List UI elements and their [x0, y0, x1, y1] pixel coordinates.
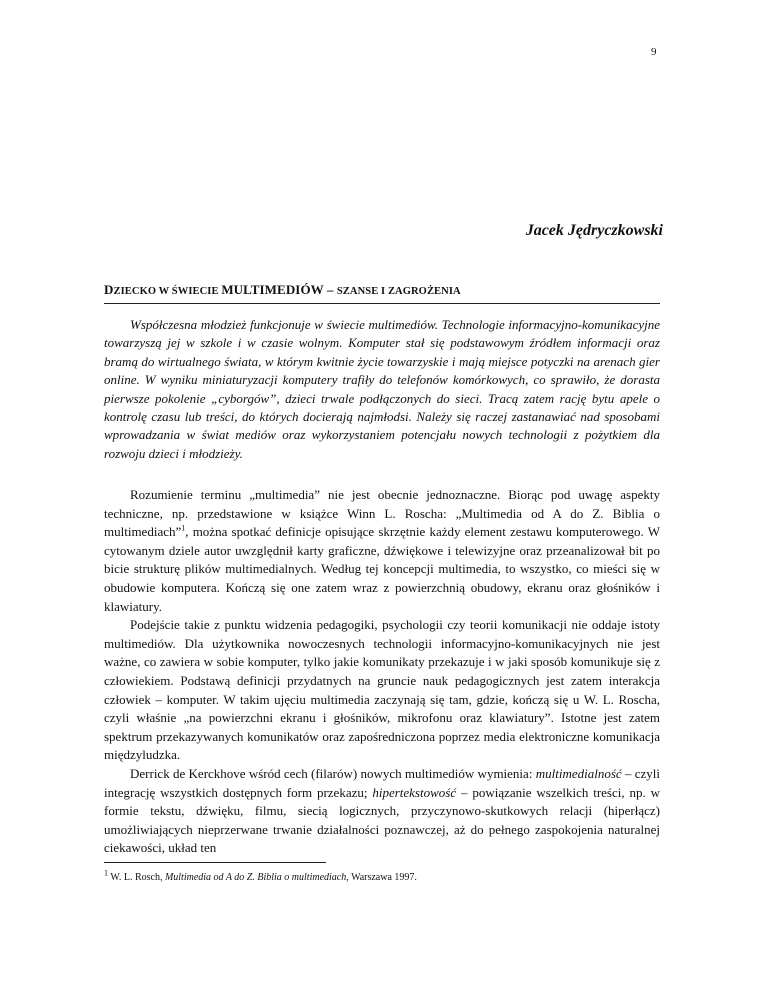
- paragraph: [104, 765, 660, 858]
- footnote-book: Multimedia od A do Z. Biblia o multimediach: [164, 872, 347, 883]
- title-part: SZANSE I ZAGROŻENIA: [336, 286, 461, 297]
- footnote-text: , Warszawa 1997.: [346, 872, 417, 883]
- paragraph: Podejście takie z punktu widzenia pedagogiki, psychologii czy teorii komunikacji nie oddaje istoty multimediów. Dla użytkownika nowoczesnych technologii informacyjno-komunikacyjnych nie jest ważne, co zawiera w sobie komputer, tylko jakie komunikaty przekazuje i w jaki sposób komunikuje się z człowiekiem. Podstawą definicji przydatnych na gruncie nauk pedagogicznych jest zatem interakcja człowiek – komputer. W takim ujęciu multimedia zaczynają się tam, gdzie, kończą się u W. L. Roscha, czyli właśnie „na powierzchni ekranu i głośników, mikrofonu oraz klawiatury”. Istotne jest zatem spektrum przekazywanych komunikatów oraz zapośredniczona poprzez media elektroniczne komunikacja międzyludzka.: [104, 617, 660, 763]
- body-text: [104, 486, 660, 858]
- footnote-mark: 1: [104, 868, 108, 878]
- paragraph-text: Derrick de Kerckhove wśród cech (filarów) nowych multimediów wymienia:: [130, 765, 536, 781]
- paragraph-text: – powiązanie wszelkich treści, np. w formie tekstu, dźwięku, filmu, siecią logicznych, przyczynowo-skutkowych relacji (hiperłącz) umożliwiających nieprzerwane trwanie działalności poznawczej, aż do pełnego zaspokojenia naturalnej ciekawości, układ ten: [104, 784, 660, 856]
- term: multimedialność: [535, 765, 622, 781]
- footnote: [104, 868, 417, 883]
- footnote-divider: [104, 862, 326, 863]
- abstract: Współczesna młodzież funkcjonuje w świecie multimediów. Technologie informacyjno-komunikacyjne towarzyszą jej w szkole i w czasie wolnym. Komputer stał się podstawowym źródłem informacji oraz bramą do wirtualnego świata, w którym kwitnie życie towarzyskie i mają miejsce potyczki na arenach gier online. W wyniku miniaturyzacji komputery trafiły do telefonów komórkowych, co sprawiło, że dorasta pierwsze pokolenie „cyborgów”, dzieci trwale podłączonych do sieci. Tracą zatem rację bytu apele o kontrolę czasu lub treści, do których docierają najmłodsi. Należy się raczej zastanawiać nad sposobami wprowadzania w świat mediów oraz wykorzystaniem potencjału nowych technologii z pożytkiem dla rozwoju dzieci i młodzieży.: [104, 317, 660, 461]
- title-part: D: [104, 282, 114, 297]
- title-part: –: [323, 282, 337, 297]
- footnote-text: W. L. Rosch,: [108, 872, 165, 883]
- term: hipertekstowość: [372, 784, 457, 800]
- page-number: 9: [651, 46, 657, 58]
- title-part: MULTIMEDIÓW: [221, 282, 324, 297]
- author-name: Jacek Jędryczkowski: [525, 222, 663, 239]
- footnote-ref: 1: [181, 523, 186, 533]
- paragraph: [104, 486, 660, 616]
- title-part: ZIECKO W ŚWIECIE: [113, 286, 222, 297]
- paragraph-text: , można spotkać definicje opisujące skrzętnie każdy element zestawu komputerowego. W cytowanym dziele autor uwzględnił karty graficzne, dźwiękowe i telewizyjne oraz przeanalizował bit po bicie strukturę plików multimedialnych. Według tej koncepcji multimedia, to wszystko, co mieści się w obudowie komputera. Kończą się one zatem wraz z powierzchnią obudowy, ekranu oraz głośników i klawiatury.: [104, 524, 660, 614]
- article-title: [104, 282, 660, 304]
- paragraph-text: Rozumienie terminu „multimedia” nie jest obecnie jednoznaczne. Biorąc pod uwagę aspekty techniczne, np. przedstawione w książce Winn L. Roscha: „Multimedia od A do Z. Biblia o multimediach”: [104, 487, 660, 540]
- paragraph-text: – czyli integrację wszystkich dostępnych form przekazu;: [104, 765, 660, 800]
